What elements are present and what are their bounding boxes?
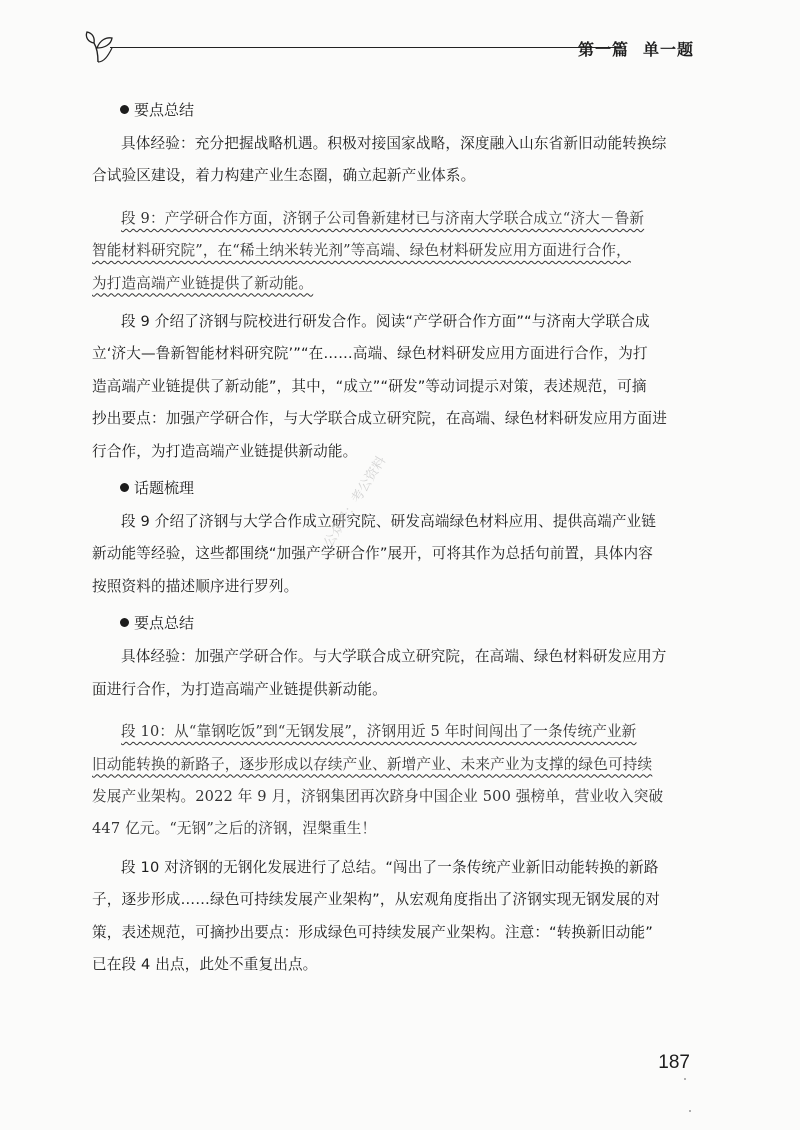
text-line: 合试验区建设，着力构建产业生态圈，确立起新产业体系。	[92, 167, 476, 185]
text-line: 为打造高端产业链提供了新动能。	[92, 274, 314, 292]
paragraph	[92, 128, 696, 193]
text-line: 447 亿元。“无钢”之后的济钢，涅槃重生！	[92, 820, 377, 838]
running-title	[578, 37, 694, 60]
sprout-icon	[82, 26, 116, 66]
text-line: 策，表述规范，可摘抄出要点：形成绿色可持续发展产业架构。注意：“转换新旧动能”	[92, 923, 653, 941]
text-line: 段 9 介绍了济钢与大学合作成立研究院、研发高端绿色材料应用、提供高端产业链	[121, 513, 657, 531]
quoted-material	[92, 203, 696, 300]
text-line: 造高端产业链提供了新动能”，其中，“成立”“研发”等动词提示对策，表述规范，可摘	[92, 377, 647, 395]
text-line: 抄出要点：加强产学研合作，与大学联合成立研究院，在高端、绿色材料研发应用方面进	[92, 410, 668, 428]
section-heading: 要点总结	[92, 92, 696, 128]
quoted-material	[92, 716, 696, 846]
paragraph	[92, 506, 696, 603]
bullet-icon	[120, 483, 129, 492]
header-rule	[110, 47, 622, 48]
text-line: 旧动能转换的新路子，逐步形成以存续产业、新增产业、未来产业为支撑的绿色可持续	[92, 755, 653, 773]
bullet-icon	[120, 618, 129, 627]
text-line: 段 10：从“靠钢吃饭”到“无钢发展”，济钢用近 5 年时间闯出了一条传统产业新	[121, 723, 637, 741]
text-line: 具体经验：充分把握战略机遇。积极对接国家战略，深度融入山东省新旧动能转换综	[121, 135, 667, 152]
text-line: 面进行合作，为打造高端产业链提供新动能。	[92, 680, 387, 698]
text-line: 新动能等经验，这些都围绕“加强产学研合作”展开，可将其作为总括句前置，具体内容	[92, 545, 653, 563]
text-line: 段 10 对济钢的无钢化发展进行了总结。“闯出了一条传统产业新旧动能转换的新路	[121, 858, 659, 876]
text-line: 发展产业架构。2022 年 9 月，济钢集团再次跻身中国企业 500 强榜单，营业收入突破	[92, 787, 664, 805]
bullet-icon	[120, 105, 129, 114]
paragraph	[92, 852, 696, 982]
chapter-label: 单一题	[642, 40, 694, 59]
page-number: 187	[658, 1052, 690, 1073]
text-line: 段 9：产学研合作方面，济钢子公司鲁新建材已与济南大学联合成立“济大－鲁新	[121, 209, 645, 227]
scan-speck	[689, 1110, 691, 1112]
paragraph	[92, 306, 696, 468]
text-line: 按照资料的描述顺序进行罗列。	[92, 577, 299, 595]
text-line: 行合作，为打造高端产业链提供新动能。	[92, 442, 358, 460]
watermark: 公众号：考公资料	[321, 453, 390, 551]
section-heading: 话题梳理	[92, 470, 696, 506]
paragraph	[92, 641, 696, 706]
section-heading: 要点总结	[92, 605, 696, 641]
main-content	[92, 90, 696, 981]
text-line: 具体经验：加强产学研合作。与大学联合成立研究院，在高端、绿色材料研发应用方	[121, 648, 667, 666]
part-label: 第一篇	[577, 40, 629, 59]
text-line: 子，逐步形成……绿色可持续发展产业架构”，从宏观角度指出了济钢实现无钢发展的对	[92, 891, 660, 909]
scan-speck	[684, 1078, 686, 1080]
text-line: 段 9 介绍了济钢与院校进行研发合作。阅读“产学研合作方面”“与济南大学联合成	[121, 313, 650, 331]
text-line: 立‘济大—鲁新智能材料研究院’”“在……高端、绿色材料研发应用方面进行合作，为打	[92, 345, 648, 363]
page-header	[80, 26, 700, 66]
text-line: 智能材料研究院”，在“稀土纳米转光剂”等高端、绿色材料研发应用方面进行合作，	[92, 242, 631, 260]
text-line: 已在段 4 出点，此处不重复出点。	[92, 955, 318, 973]
